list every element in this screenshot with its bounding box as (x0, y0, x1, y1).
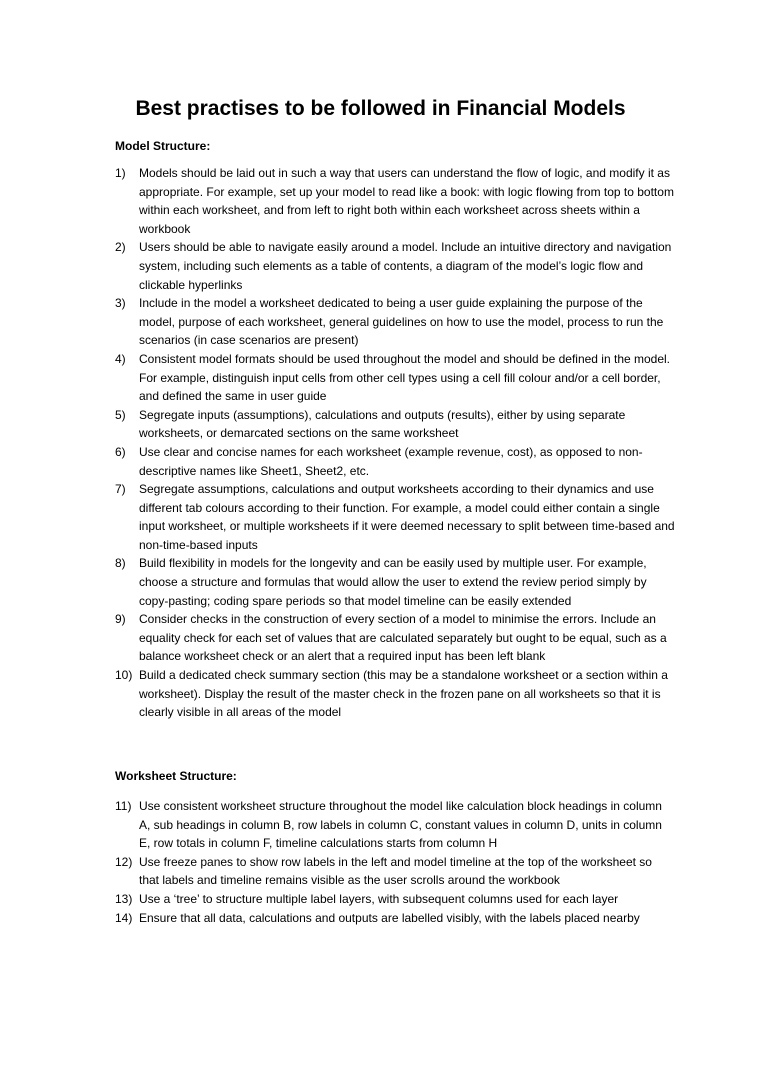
list-item (115, 853, 675, 890)
list-item (115, 238, 675, 294)
item-number: 7) (115, 482, 126, 497)
item-text: Ensure that all data, calculations and outputs are labelled visibly, with the labels placed nearby (139, 910, 640, 925)
item-number: 1) (115, 166, 126, 180)
section-heading-model-structure: Model Structure: (115, 139, 211, 153)
item-number: 6) (115, 444, 126, 459)
item-text: Consider checks in the construction of every section of a model to minimise the errors. Include an equality check for each set of values that are calculated separately but ought to be equal, such as a balance worksheet check or an alert that a required input has been left blank (139, 612, 667, 664)
item-number: 8) (115, 556, 126, 571)
item-text: Build flexibility in models for the longevity and can be easily used by multiple user. For example, choose a structure and formulas that would allow the user to extend the review period simply by copy-pasting; coding spare periods so that model timeline can be easily extended (139, 556, 647, 608)
list-item (115, 610, 675, 666)
item-number: 2) (115, 240, 126, 255)
item-number: 12) (115, 854, 133, 869)
list-item (115, 294, 675, 350)
item-text: Users should be able to navigate easily around a model. Include an intuitive directory and navigation system, including such elements as a table of contents, a diagram of the model’s logic flow and clickable hyperlinks (139, 240, 672, 292)
item-text: Segregate assumptions, calculations and output worksheets according to their dynamics and use different tab colours according to their function. For example, a model could either contain a single input worksheet, or multiple worksheets if it were deemed necessary to split between time-based and non-time-based inputs (139, 482, 675, 552)
model-structure-list (115, 164, 675, 722)
list-item (115, 480, 675, 554)
list-item (115, 797, 675, 853)
item-number: 3) (115, 296, 126, 311)
item-number: 4) (115, 351, 126, 366)
list-item (115, 909, 675, 928)
list-item (115, 890, 675, 909)
item-text: Use consistent worksheet structure throughout the model like calculation block headings in column A, sub headings in column B, row labels in column C, constant values in column D, units in column E, row totals in column F, timeline calculations starts from column H (139, 799, 662, 851)
item-number: 14) (115, 910, 133, 925)
item-text: Use clear and concise names for each worksheet (example revenue, cost), as opposed to non-descriptive names like Sheet1, Sheet2, etc. (139, 444, 643, 478)
item-number: 9) (115, 612, 126, 627)
list-item (115, 554, 675, 610)
list-item (115, 350, 675, 406)
section-heading-worksheet-structure: Worksheet Structure: (115, 769, 237, 783)
item-text: Include in the model a worksheet dedicated to being a user guide explaining the purpose of the model, purpose of each worksheet, general guidelines on how to use the model, process to run the scenarios (in case scenarios are present) (139, 296, 664, 348)
item-text: Consistent model formats should be used throughout the model and should be defined in the model. For example, distinguish input cells from other cell types using a cell fill colour and/or a cell border, and defined the same in user guide (139, 351, 671, 404)
item-number: 10) (115, 668, 133, 683)
item-number: 5) (115, 407, 126, 422)
item-text: Use a ‘tree’ to structure multiple label layers, with subsequent columns used for each layer (139, 891, 619, 906)
item-text: Build a dedicated check summary section (this may be a standalone worksheet or a section within a worksheet). Display the result of the master check in the frozen pane on all worksheets so that it is clearly visible in all areas of the model (139, 668, 668, 720)
item-number: 13) (115, 891, 133, 906)
item-text: Use freeze panes to show row labels in the left and model timeline at the top of the worksheet so that labels and timeline remains visible as the user scrolls around the workbook (139, 854, 652, 888)
item-number: 11) (115, 799, 132, 813)
list-item (115, 666, 675, 722)
item-text: Segregate inputs (assumptions), calculations and outputs (results), either by using separate worksheets, or demarcated sections on the same worksheet (139, 407, 626, 441)
worksheet-structure-list (115, 797, 675, 927)
list-item (115, 443, 675, 480)
document-title: Best practises to be followed in Financial Models (135, 97, 626, 120)
list-item (115, 406, 675, 443)
list-item (115, 164, 675, 238)
item-text: Models should be laid out in such a way that users can understand the flow of logic, and modify it as appropriate. For example, set up your model to read like a book: with logic flowing from top to bottom within each worksheet, and from left to right both within each worksheet across sheets within a workbook (139, 166, 674, 236)
